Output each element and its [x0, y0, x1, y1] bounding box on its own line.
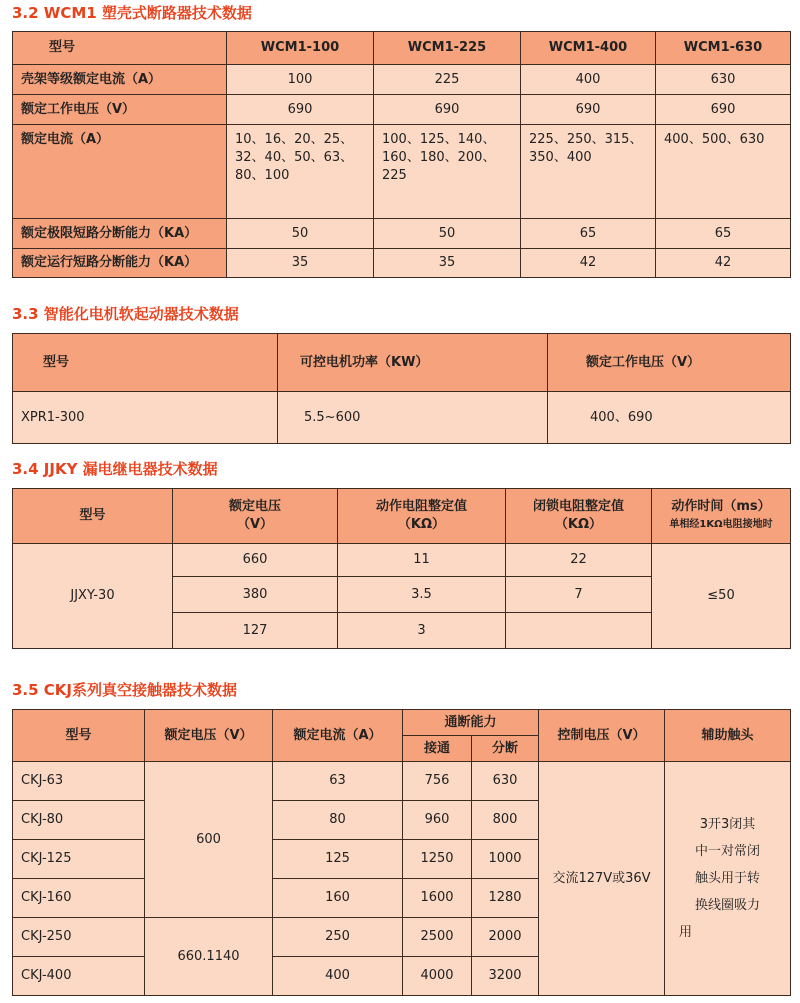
table-cell: 42 [521, 249, 656, 278]
table-cell: 127 [173, 613, 338, 649]
cell-line: 用 [679, 925, 693, 940]
row-label: 额定电流（A） [13, 125, 227, 219]
header-cell [173, 489, 338, 544]
cell-line: 225、250、315、 [529, 132, 643, 147]
table-cell: XPR1-300 [13, 392, 278, 444]
table-cell: 1250 [403, 840, 472, 879]
header-line: （KΩ） [554, 517, 603, 532]
table-cell: 11 [338, 544, 506, 577]
header-cell: 额定电压（V） [145, 710, 273, 762]
table-cell: 250 [273, 918, 403, 957]
header-cell: WCM1-225 [374, 32, 521, 65]
section-title-ckj: 3.5 CKJ系列真空接触器技术数据 [12, 681, 238, 699]
row-label: 额定工作电压（V） [13, 95, 227, 125]
cell-line: 100、125、140、 [382, 132, 496, 147]
table-cell [227, 125, 374, 219]
table-cell: 35 [227, 249, 374, 278]
model-cell: CKJ-400 [13, 957, 145, 996]
header-line: （KΩ） [397, 517, 446, 532]
table-cell: 1280 [472, 879, 539, 918]
header-cell-model: 型号 [13, 32, 227, 65]
table-cell: 65 [656, 219, 791, 249]
table-row [13, 392, 791, 444]
header-line: 动作时间（ms） [671, 499, 771, 514]
table-cell: 22 [506, 544, 652, 577]
table-cell [521, 125, 656, 219]
header-cell: 辅助触头 [665, 710, 791, 762]
table-cell: 1000 [472, 840, 539, 879]
table-cell [374, 125, 521, 219]
header-line: 额定电压 [228, 499, 281, 514]
table-cell: 630 [656, 65, 791, 95]
header-cell: WCM1-100 [227, 32, 374, 65]
header-cell [338, 489, 506, 544]
table-row [13, 544, 791, 577]
model-cell: CKJ-125 [13, 840, 145, 879]
table-row [13, 95, 791, 125]
table-cell: 630 [472, 762, 539, 801]
table-header-row [13, 710, 791, 736]
jjky-table [12, 488, 791, 649]
table-cell: 400 [273, 957, 403, 996]
header-cell: WCM1-630 [656, 32, 791, 65]
section-title-jjky: 3.4 JJKY 漏电继电器技术数据 [12, 460, 218, 478]
table-cell: 3200 [472, 957, 539, 996]
table-cell: 50 [227, 219, 374, 249]
table-row [13, 219, 791, 249]
row-label: 额定极限短路分断能力（KA） [13, 219, 227, 249]
cell-line: 225 [382, 168, 407, 183]
table-cell: 4000 [403, 957, 472, 996]
table-cell: 35 [374, 249, 521, 278]
header-cell-model: 型号 [13, 489, 173, 544]
cell-line: 换线圈吸力 [695, 898, 761, 913]
table-cell: 125 [273, 840, 403, 879]
table-row [13, 125, 791, 219]
table-cell: 160 [273, 879, 403, 918]
table-cell: 960 [403, 801, 472, 840]
section-title-wcm1: 3.2 WCM1 塑壳式断路器技术数据 [12, 4, 252, 22]
control-voltage-cell: 交流127V或36V [539, 762, 665, 996]
xpr1-table [12, 333, 791, 444]
voltage-cell: 660.1140 [145, 918, 273, 996]
cell-line: 350、400 [529, 150, 592, 165]
cell-line: 32、40、50、63、 [235, 150, 354, 165]
table-cell: 100 [227, 65, 374, 95]
table-cell: 225 [374, 65, 521, 95]
table-cell: 756 [403, 762, 472, 801]
header-cell: 控制电压（V） [539, 710, 665, 762]
table-cell: 3.5 [338, 577, 506, 613]
table-cell: 690 [656, 95, 791, 125]
table-cell: 1600 [403, 879, 472, 918]
table-cell: 690 [227, 95, 374, 125]
table-row [13, 249, 791, 278]
table-cell: 50 [374, 219, 521, 249]
cell-line: 触头用于转 [695, 871, 761, 886]
header-cell: 额定工作电压（V） [548, 334, 791, 392]
cell-line: 10、16、20、25、 [235, 132, 354, 147]
table-cell: 65 [521, 219, 656, 249]
table-header-row [13, 489, 791, 544]
table-header-row [13, 334, 791, 392]
cell-line: 80、100 [235, 168, 290, 183]
action-time-cell: ≤50 [652, 544, 791, 649]
header-line: （V） [236, 517, 274, 532]
ckj-table [12, 709, 791, 996]
section-title-xpr1: 3.3 智能化电机软起动器技术数据 [12, 305, 239, 323]
table-cell: 80 [273, 801, 403, 840]
model-cell: JJXY-30 [13, 544, 173, 649]
table-cell: 5.5~600 [278, 392, 548, 444]
table-cell: 3 [338, 613, 506, 649]
model-cell: CKJ-63 [13, 762, 145, 801]
header-cell: 额定电流（A） [273, 710, 403, 762]
table-cell: 660 [173, 544, 338, 577]
header-line: 动作电阻整定值 [375, 499, 467, 514]
row-label: 额定运行短路分断能力（KA） [13, 249, 227, 278]
header-cell-break: 分断 [472, 736, 539, 762]
table-cell: 400 [521, 65, 656, 95]
cell-line: 3开3闭其 [699, 817, 756, 832]
header-cell-model: 型号 [13, 334, 278, 392]
voltage-cell: 600 [145, 762, 273, 918]
header-cell-breaking-capacity: 通断能力 [403, 710, 539, 736]
header-cell: WCM1-400 [521, 32, 656, 65]
header-cell-make: 接通 [403, 736, 472, 762]
cell-line: 400、500、630 [664, 132, 765, 147]
table-row [13, 65, 791, 95]
header-cell [652, 489, 791, 544]
table-cell: 690 [374, 95, 521, 125]
cell-line: 160、180、200、 [382, 150, 496, 165]
table-cell: 380 [173, 577, 338, 613]
table-cell: 400、690 [548, 392, 791, 444]
table-cell: 800 [472, 801, 539, 840]
table-cell: 63 [273, 762, 403, 801]
table-cell [656, 125, 791, 219]
header-note: 单相经1KΩ电阻接地时 [669, 519, 773, 530]
model-cell: CKJ-80 [13, 801, 145, 840]
table-row [13, 762, 791, 801]
header-cell: 可控电机功率（KW） [278, 334, 548, 392]
table-cell: 690 [521, 95, 656, 125]
table-cell [506, 613, 652, 649]
header-cell [506, 489, 652, 544]
header-line: 闭锁电阻整定值 [532, 499, 624, 514]
table-cell: 2500 [403, 918, 472, 957]
cell-line: 中一对常闭 [695, 844, 761, 859]
aux-contact-cell [665, 762, 791, 996]
table-cell: 2000 [472, 918, 539, 957]
header-cell-model: 型号 [13, 710, 145, 762]
model-cell: CKJ-160 [13, 879, 145, 918]
table-cell: 7 [506, 577, 652, 613]
model-cell: CKJ-250 [13, 918, 145, 957]
row-label: 壳架等级额定电流（A） [13, 65, 227, 95]
table-header-row [13, 32, 791, 65]
wcm1-table [12, 31, 791, 278]
table-cell: 42 [656, 249, 791, 278]
